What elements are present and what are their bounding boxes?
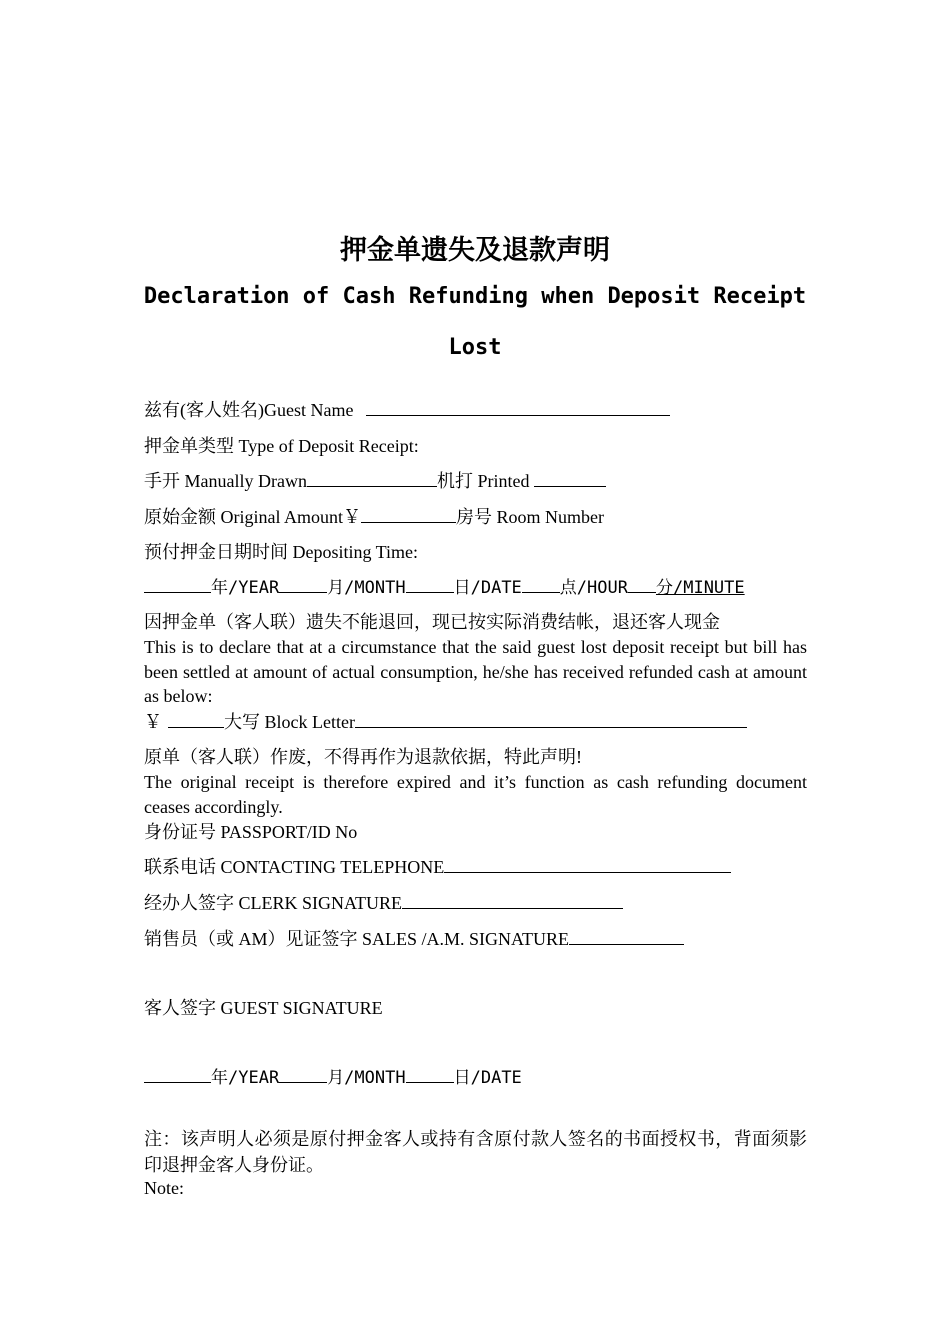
signing-month-field[interactable] — [279, 1066, 327, 1083]
clerk-signature-label: 经办人签字 CLERK SIGNATURE — [144, 893, 403, 913]
month-label: 月/MONTH — [327, 578, 406, 598]
clerk-signature-field[interactable] — [402, 892, 623, 909]
hour-label: 点/HOUR — [559, 578, 628, 598]
room-number-label: 房号 Room Number — [456, 507, 604, 527]
guest-name-label: 兹有(客人姓名)Guest Name — [144, 400, 354, 420]
note-english: Note: — [144, 1178, 184, 1198]
refund-amount-field[interactable] — [168, 711, 224, 728]
document-title-english-line1: Declaration of Cash Refunding when Deposit Receipt — [143, 284, 807, 309]
declaration-english: This is to declare that at a circumstance that the said guest lost deposit receipt but bill has been settled at amount of actual consumption, he/she has received refunded cash at amount as below: — [144, 637, 807, 706]
document-title-chinese: 押金单遗失及退款声明 — [340, 235, 610, 266]
void-notice-chinese: 原单（客人联）作废，不得再作为退款依据，特此声明! — [144, 747, 582, 767]
minute-field[interactable] — [628, 576, 656, 593]
day-label: 日/DATE — [453, 578, 522, 598]
year-field[interactable] — [144, 576, 211, 593]
signing-year-field[interactable] — [144, 1066, 211, 1083]
deposit-datetime-row — [144, 576, 745, 600]
hour-field[interactable] — [522, 576, 560, 593]
signing-year-label: 年/YEAR — [211, 1068, 280, 1088]
minute-label: 分/MINUTE — [655, 578, 745, 598]
sales-signature-label: 销售员（或 AM）见证签字 SALES /A.M. SIGNATURE — [144, 929, 570, 949]
signing-day-field[interactable] — [406, 1066, 454, 1083]
sales-signature-row — [144, 927, 684, 951]
yen-symbol: ￥ — [144, 712, 162, 732]
printed-field[interactable] — [534, 470, 606, 487]
signing-day-label: 日/DATE — [453, 1068, 522, 1088]
clerk-signature-row — [144, 891, 623, 915]
declaration-chinese: 因押金单（客人联）遗失不能退回，现已按实际消费结帐，退还客人现金 — [144, 612, 720, 632]
guest-name-row — [144, 398, 670, 422]
year-label: 年/YEAR — [211, 578, 280, 598]
guest-signature-label: 客人签字 GUEST SIGNATURE — [144, 998, 383, 1018]
telephone-field[interactable] — [444, 856, 731, 873]
signing-date-row — [144, 1066, 522, 1090]
sales-signature-field[interactable] — [569, 928, 684, 945]
telephone-label: 联系电话 CONTACTING TELEPHONE — [144, 857, 445, 877]
depositing-time-label: 预付押金日期时间 Depositing Time: — [144, 542, 419, 562]
printed-label: 机打 Printed — [436, 471, 530, 491]
receipt-type-row — [144, 469, 606, 493]
month-field[interactable] — [279, 576, 327, 593]
guest-name-field[interactable] — [366, 399, 670, 416]
signing-month-label: 月/MONTH — [327, 1068, 406, 1088]
passport-label: 身份证号 PASSPORT/ID No — [144, 822, 358, 842]
block-letter-field[interactable] — [355, 711, 747, 728]
void-notice-english: The original receipt is therefore expired and it’s function as cash refunding document ceases accordingly. — [144, 772, 807, 817]
document-title-english-line2: Lost — [448, 335, 502, 360]
day-field[interactable] — [406, 576, 454, 593]
original-amount-field[interactable] — [361, 506, 456, 523]
deposit-type-label: 押金单类型 Type of Deposit Receipt: — [144, 436, 419, 456]
refund-amount-row — [144, 710, 747, 734]
original-amount-label: 原始金额 Original Amount￥ — [144, 507, 361, 527]
manually-drawn-field[interactable] — [307, 470, 437, 487]
amount-row — [144, 505, 604, 529]
manually-drawn-label: 手开 Manually Drawn — [144, 471, 307, 491]
telephone-row — [144, 855, 731, 879]
block-letter-label: 大写 Block Letter — [224, 712, 355, 732]
note-chinese: 注：该声明人必须是原付押金客人或持有含原付款人签名的书面授权书，背面须影印退押金客人身份证。 — [144, 1129, 807, 1175]
